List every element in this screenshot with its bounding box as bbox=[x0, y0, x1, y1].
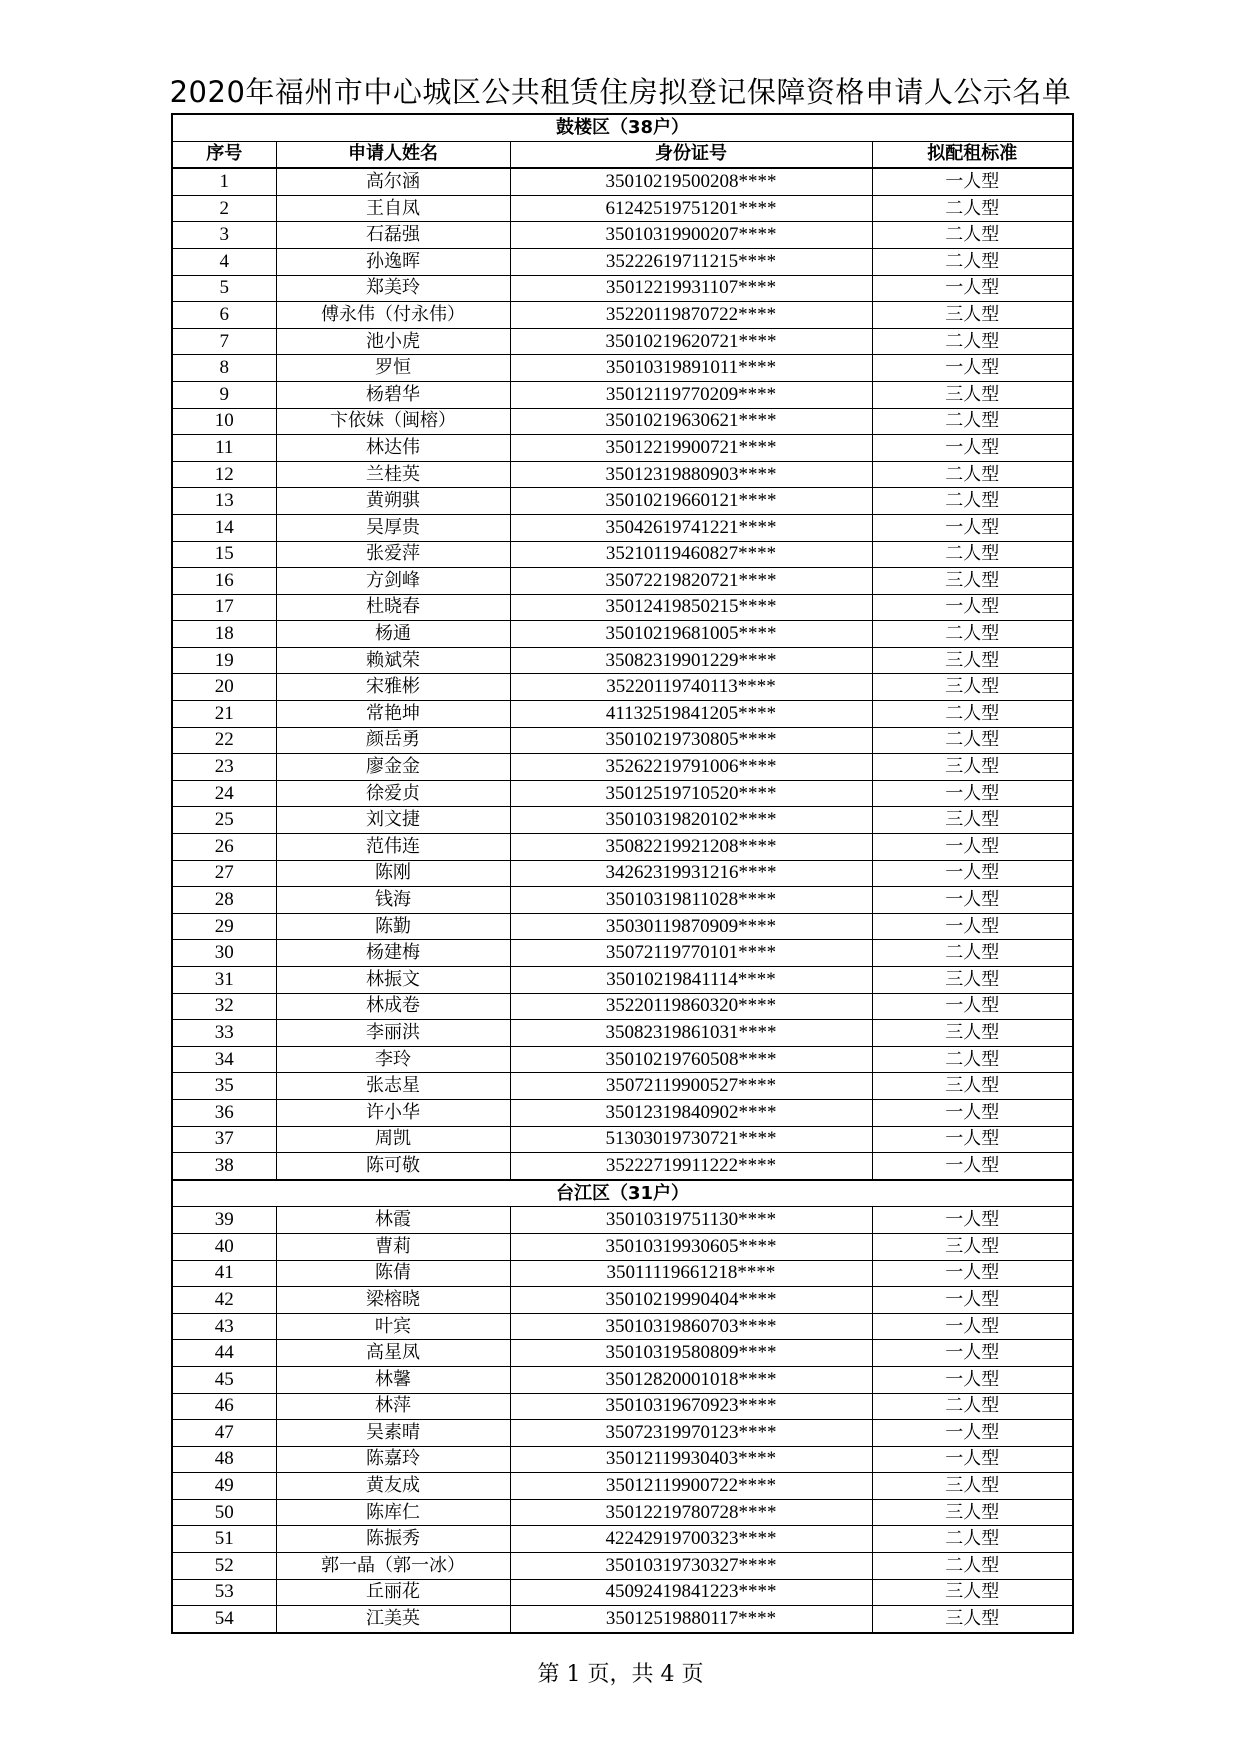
applicant-name: 许小华 bbox=[276, 1099, 510, 1126]
applicant-name: 李丽洪 bbox=[276, 1020, 510, 1047]
rent-standard: 二人型 bbox=[872, 195, 1073, 222]
id-number: 35012219780728**** bbox=[510, 1499, 872, 1526]
applicant-table bbox=[171, 113, 1074, 1634]
applicant-name: 傅永伟（付永伟） bbox=[276, 302, 510, 329]
rent-standard: 三人型 bbox=[872, 967, 1073, 994]
rent-standard: 三人型 bbox=[872, 1473, 1073, 1500]
rent-standard: 一人型 bbox=[872, 860, 1073, 887]
applicant-name: 杨建梅 bbox=[276, 940, 510, 967]
row-number: 24 bbox=[172, 780, 276, 807]
table-row bbox=[172, 222, 1073, 249]
row-number: 20 bbox=[172, 674, 276, 701]
id-number: 35082319861031**** bbox=[510, 1020, 872, 1047]
table-row bbox=[172, 594, 1073, 621]
applicant-name: 杜晓春 bbox=[276, 594, 510, 621]
rent-standard: 二人型 bbox=[872, 222, 1073, 249]
table-row bbox=[172, 913, 1073, 940]
table-row bbox=[172, 195, 1073, 222]
applicant-name: 杨通 bbox=[276, 621, 510, 648]
rent-standard: 一人型 bbox=[872, 1207, 1073, 1234]
row-number: 52 bbox=[172, 1553, 276, 1580]
row-number: 25 bbox=[172, 807, 276, 834]
table-row bbox=[172, 568, 1073, 595]
id-number: 35010319900207**** bbox=[510, 222, 872, 249]
table-row bbox=[172, 328, 1073, 355]
table-row bbox=[172, 701, 1073, 728]
rent-standard: 三人型 bbox=[872, 1579, 1073, 1606]
table-row bbox=[172, 1420, 1073, 1447]
row-number: 12 bbox=[172, 461, 276, 488]
row-number: 43 bbox=[172, 1313, 276, 1340]
rent-standard: 三人型 bbox=[872, 674, 1073, 701]
row-number: 22 bbox=[172, 727, 276, 754]
row-number: 30 bbox=[172, 940, 276, 967]
id-number: 35072319970123**** bbox=[510, 1420, 872, 1447]
rent-standard: 二人型 bbox=[872, 1526, 1073, 1553]
applicant-name: 赖斌荣 bbox=[276, 647, 510, 674]
column-header-rent-standard: 拟配租标准 bbox=[872, 141, 1073, 168]
id-number: 35010319891011**** bbox=[510, 355, 872, 382]
rent-standard: 一人型 bbox=[872, 1126, 1073, 1153]
applicant-name: 李玲 bbox=[276, 1046, 510, 1073]
row-number: 1 bbox=[172, 168, 276, 195]
applicant-name: 池小虎 bbox=[276, 328, 510, 355]
applicant-name: 高星凤 bbox=[276, 1340, 510, 1367]
row-number: 11 bbox=[172, 435, 276, 462]
applicant-name: 卞依妹（闽榕） bbox=[276, 408, 510, 435]
row-number: 7 bbox=[172, 328, 276, 355]
row-number: 15 bbox=[172, 541, 276, 568]
rent-standard: 二人型 bbox=[872, 940, 1073, 967]
page-title: 2020年福州市中心城区公共租赁住房拟登记保障资格申请人公示名单 bbox=[169, 75, 1072, 109]
id-number: 35042619741221**** bbox=[510, 514, 872, 541]
rent-standard: 一人型 bbox=[872, 1260, 1073, 1287]
rent-standard: 一人型 bbox=[872, 1420, 1073, 1447]
id-number: 35222719911222**** bbox=[510, 1153, 872, 1180]
row-number: 9 bbox=[172, 381, 276, 408]
id-number: 42242919700323**** bbox=[510, 1526, 872, 1553]
applicant-name: 林成卷 bbox=[276, 993, 510, 1020]
row-number: 19 bbox=[172, 647, 276, 674]
id-number: 35210119460827**** bbox=[510, 541, 872, 568]
rent-standard: 二人型 bbox=[872, 461, 1073, 488]
rent-standard: 二人型 bbox=[872, 248, 1073, 275]
rent-standard: 一人型 bbox=[872, 1099, 1073, 1126]
rent-standard: 三人型 bbox=[872, 754, 1073, 781]
rent-standard: 一人型 bbox=[872, 1366, 1073, 1393]
rent-standard: 二人型 bbox=[872, 701, 1073, 728]
rent-standard: 一人型 bbox=[872, 1446, 1073, 1473]
applicant-name: 林达伟 bbox=[276, 435, 510, 462]
applicant-name: 曹莉 bbox=[276, 1233, 510, 1260]
row-number: 36 bbox=[172, 1099, 276, 1126]
table-row bbox=[172, 302, 1073, 329]
id-number: 35010319930605**** bbox=[510, 1233, 872, 1260]
id-number: 45092419841223**** bbox=[510, 1579, 872, 1606]
id-number: 35012319880903**** bbox=[510, 461, 872, 488]
id-number: 35012519880117**** bbox=[510, 1606, 872, 1633]
applicant-name: 林馨 bbox=[276, 1366, 510, 1393]
rent-standard: 一人型 bbox=[872, 275, 1073, 302]
applicant-name: 黄友成 bbox=[276, 1473, 510, 1500]
row-number: 27 bbox=[172, 860, 276, 887]
id-number: 35010319860703**** bbox=[510, 1313, 872, 1340]
row-number: 35 bbox=[172, 1073, 276, 1100]
row-number: 46 bbox=[172, 1393, 276, 1420]
table-row bbox=[172, 1340, 1073, 1367]
applicant-name: 钱海 bbox=[276, 887, 510, 914]
table-row bbox=[172, 1207, 1073, 1234]
id-number: 35082219921208**** bbox=[510, 834, 872, 861]
id-number: 35072119770101**** bbox=[510, 940, 872, 967]
table-row bbox=[172, 1606, 1073, 1633]
rent-standard: 三人型 bbox=[872, 568, 1073, 595]
id-number: 35012820001018**** bbox=[510, 1366, 872, 1393]
table-row bbox=[172, 1126, 1073, 1153]
table-row bbox=[172, 1393, 1073, 1420]
row-number: 18 bbox=[172, 621, 276, 648]
section-label: 鼓楼区（38户） bbox=[172, 114, 1073, 141]
id-number: 35012219931107**** bbox=[510, 275, 872, 302]
table-row bbox=[172, 168, 1073, 195]
rent-standard: 二人型 bbox=[872, 1553, 1073, 1580]
id-number: 35012119930403**** bbox=[510, 1446, 872, 1473]
applicant-name: 梁榕晓 bbox=[276, 1287, 510, 1314]
rent-standard: 三人型 bbox=[872, 647, 1073, 674]
table-row bbox=[172, 727, 1073, 754]
rent-standard: 二人型 bbox=[872, 328, 1073, 355]
row-number: 28 bbox=[172, 887, 276, 914]
applicant-name: 方剑峰 bbox=[276, 568, 510, 595]
row-number: 51 bbox=[172, 1526, 276, 1553]
table-row bbox=[172, 621, 1073, 648]
table-row bbox=[172, 248, 1073, 275]
id-number: 35082319901229**** bbox=[510, 647, 872, 674]
row-number: 44 bbox=[172, 1340, 276, 1367]
id-number: 35010219681005**** bbox=[510, 621, 872, 648]
id-number: 35012119770209**** bbox=[510, 381, 872, 408]
table-row bbox=[172, 1446, 1073, 1473]
applicant-name: 兰桂英 bbox=[276, 461, 510, 488]
table-row bbox=[172, 275, 1073, 302]
rent-standard: 二人型 bbox=[872, 1393, 1073, 1420]
table-row bbox=[172, 1579, 1073, 1606]
id-number: 35010219630621**** bbox=[510, 408, 872, 435]
row-number: 37 bbox=[172, 1126, 276, 1153]
rent-standard: 一人型 bbox=[872, 1287, 1073, 1314]
table-row bbox=[172, 1313, 1073, 1340]
row-number: 53 bbox=[172, 1579, 276, 1606]
rent-standard: 一人型 bbox=[872, 435, 1073, 462]
table-row bbox=[172, 408, 1073, 435]
id-number: 35010219500208**** bbox=[510, 168, 872, 195]
applicant-name: 林振文 bbox=[276, 967, 510, 994]
id-number: 35222619711215**** bbox=[510, 248, 872, 275]
id-number: 35220119860320**** bbox=[510, 993, 872, 1020]
applicant-name: 陈振秀 bbox=[276, 1526, 510, 1553]
applicant-name: 黄朔骐 bbox=[276, 488, 510, 515]
table-row bbox=[172, 807, 1073, 834]
rent-standard: 三人型 bbox=[872, 1233, 1073, 1260]
applicant-name: 陈刚 bbox=[276, 860, 510, 887]
rent-standard: 一人型 bbox=[872, 993, 1073, 1020]
applicant-name: 陈倩 bbox=[276, 1260, 510, 1287]
id-number: 35010319811028**** bbox=[510, 887, 872, 914]
row-number: 32 bbox=[172, 993, 276, 1020]
id-number: 35012519710520**** bbox=[510, 780, 872, 807]
id-number: 35072119900527**** bbox=[510, 1073, 872, 1100]
applicant-name: 吴素晴 bbox=[276, 1420, 510, 1447]
id-number: 41132519841205**** bbox=[510, 701, 872, 728]
section-header bbox=[172, 114, 1073, 141]
row-number: 26 bbox=[172, 834, 276, 861]
id-number: 35012119900722**** bbox=[510, 1473, 872, 1500]
id-number: 35220119740113**** bbox=[510, 674, 872, 701]
rent-standard: 一人型 bbox=[872, 355, 1073, 382]
id-number: 35010219620721**** bbox=[510, 328, 872, 355]
table-row bbox=[172, 940, 1073, 967]
applicant-name: 常艳坤 bbox=[276, 701, 510, 728]
applicant-name: 徐爱贞 bbox=[276, 780, 510, 807]
id-number: 35010319670923**** bbox=[510, 1393, 872, 1420]
applicant-name: 吴厚贵 bbox=[276, 514, 510, 541]
row-number: 8 bbox=[172, 355, 276, 382]
table-row bbox=[172, 1099, 1073, 1126]
id-number: 35010219660121**** bbox=[510, 488, 872, 515]
section-header bbox=[172, 1180, 1073, 1207]
row-number: 50 bbox=[172, 1499, 276, 1526]
row-number: 5 bbox=[172, 275, 276, 302]
page-footer: 第 1 页，共 4 页 bbox=[537, 1662, 704, 1687]
table-row bbox=[172, 1153, 1073, 1180]
applicant-name: 颜岳勇 bbox=[276, 727, 510, 754]
id-number: 35012319840902**** bbox=[510, 1099, 872, 1126]
table-row bbox=[172, 1366, 1073, 1393]
table-row bbox=[172, 780, 1073, 807]
row-number: 6 bbox=[172, 302, 276, 329]
table-row bbox=[172, 1287, 1073, 1314]
row-number: 34 bbox=[172, 1046, 276, 1073]
row-number: 14 bbox=[172, 514, 276, 541]
row-number: 54 bbox=[172, 1606, 276, 1633]
table-row bbox=[172, 514, 1073, 541]
id-number: 35012219900721**** bbox=[510, 435, 872, 462]
row-number: 10 bbox=[172, 408, 276, 435]
rent-standard: 三人型 bbox=[872, 1020, 1073, 1047]
table-row bbox=[172, 1499, 1073, 1526]
table-row bbox=[172, 993, 1073, 1020]
column-header-row bbox=[172, 141, 1073, 168]
applicant-name: 张爱萍 bbox=[276, 541, 510, 568]
applicant-name: 刘文捷 bbox=[276, 807, 510, 834]
id-number: 35262219791006**** bbox=[510, 754, 872, 781]
rent-standard: 二人型 bbox=[872, 621, 1073, 648]
row-number: 13 bbox=[172, 488, 276, 515]
rent-standard: 一人型 bbox=[872, 594, 1073, 621]
row-number: 4 bbox=[172, 248, 276, 275]
table-row bbox=[172, 381, 1073, 408]
row-number: 48 bbox=[172, 1446, 276, 1473]
rent-standard: 一人型 bbox=[872, 1313, 1073, 1340]
table-row bbox=[172, 1526, 1073, 1553]
applicant-name: 张志星 bbox=[276, 1073, 510, 1100]
applicant-name: 高尔涵 bbox=[276, 168, 510, 195]
row-number: 31 bbox=[172, 967, 276, 994]
table-row bbox=[172, 1553, 1073, 1580]
applicant-name: 叶宾 bbox=[276, 1313, 510, 1340]
rent-standard: 二人型 bbox=[872, 488, 1073, 515]
id-number: 51303019730721**** bbox=[510, 1126, 872, 1153]
applicant-name: 丘丽花 bbox=[276, 1579, 510, 1606]
rent-standard: 一人型 bbox=[872, 514, 1073, 541]
applicant-name: 石磊强 bbox=[276, 222, 510, 249]
applicant-name: 罗恒 bbox=[276, 355, 510, 382]
table-row bbox=[172, 754, 1073, 781]
rent-standard: 三人型 bbox=[872, 807, 1073, 834]
applicant-name: 王自凤 bbox=[276, 195, 510, 222]
row-number: 45 bbox=[172, 1366, 276, 1393]
row-number: 2 bbox=[172, 195, 276, 222]
table-row bbox=[172, 1260, 1073, 1287]
id-number: 35010319751130**** bbox=[510, 1207, 872, 1234]
id-number: 35010219841114**** bbox=[510, 967, 872, 994]
rent-standard: 二人型 bbox=[872, 1046, 1073, 1073]
id-number: 35220119870722**** bbox=[510, 302, 872, 329]
applicant-name: 陈库仁 bbox=[276, 1499, 510, 1526]
table-row bbox=[172, 435, 1073, 462]
row-number: 33 bbox=[172, 1020, 276, 1047]
id-number: 35010219990404**** bbox=[510, 1287, 872, 1314]
row-number: 39 bbox=[172, 1207, 276, 1234]
applicant-name: 孙逸晖 bbox=[276, 248, 510, 275]
section-label: 台江区（31户） bbox=[172, 1180, 1073, 1207]
applicant-name: 郭一晶（郭一冰） bbox=[276, 1553, 510, 1580]
table-row bbox=[172, 1046, 1073, 1073]
rent-standard: 三人型 bbox=[872, 302, 1073, 329]
row-number: 40 bbox=[172, 1233, 276, 1260]
table-row bbox=[172, 461, 1073, 488]
row-number: 16 bbox=[172, 568, 276, 595]
applicant-name: 周凯 bbox=[276, 1126, 510, 1153]
id-number: 35010319580809**** bbox=[510, 1340, 872, 1367]
table-row bbox=[172, 887, 1073, 914]
rent-standard: 一人型 bbox=[872, 913, 1073, 940]
row-number: 17 bbox=[172, 594, 276, 621]
applicant-name: 范伟连 bbox=[276, 834, 510, 861]
id-number: 35010319730327**** bbox=[510, 1553, 872, 1580]
table-row bbox=[172, 967, 1073, 994]
id-number: 35010319820102**** bbox=[510, 807, 872, 834]
rent-standard: 一人型 bbox=[872, 834, 1073, 861]
applicant-name: 郑美玲 bbox=[276, 275, 510, 302]
id-number: 35072219820721**** bbox=[510, 568, 872, 595]
id-number: 61242519751201**** bbox=[510, 195, 872, 222]
rent-standard: 三人型 bbox=[872, 381, 1073, 408]
row-number: 41 bbox=[172, 1260, 276, 1287]
row-number: 3 bbox=[172, 222, 276, 249]
table-row bbox=[172, 1020, 1073, 1047]
column-header-id-number: 身份证号 bbox=[510, 141, 872, 168]
table-row bbox=[172, 541, 1073, 568]
id-number: 35010219760508**** bbox=[510, 1046, 872, 1073]
rent-standard: 三人型 bbox=[872, 1499, 1073, 1526]
table-row bbox=[172, 674, 1073, 701]
applicant-name: 廖金金 bbox=[276, 754, 510, 781]
table-row bbox=[172, 647, 1073, 674]
rent-standard: 一人型 bbox=[872, 887, 1073, 914]
rent-standard: 一人型 bbox=[872, 1340, 1073, 1367]
column-header-row-number: 序号 bbox=[172, 141, 276, 168]
row-number: 29 bbox=[172, 913, 276, 940]
applicant-name: 林霞 bbox=[276, 1207, 510, 1234]
rent-standard: 二人型 bbox=[872, 408, 1073, 435]
table-row bbox=[172, 834, 1073, 861]
id-number: 35011119661218**** bbox=[510, 1260, 872, 1287]
applicant-name: 江美英 bbox=[276, 1606, 510, 1633]
row-number: 38 bbox=[172, 1153, 276, 1180]
row-number: 21 bbox=[172, 701, 276, 728]
id-number: 35012419850215**** bbox=[510, 594, 872, 621]
rent-standard: 二人型 bbox=[872, 727, 1073, 754]
column-header-applicant-name: 申请人姓名 bbox=[276, 141, 510, 168]
row-number: 47 bbox=[172, 1420, 276, 1447]
rent-standard: 一人型 bbox=[872, 1153, 1073, 1180]
table-row bbox=[172, 488, 1073, 515]
id-number: 34262319931216**** bbox=[510, 860, 872, 887]
applicant-name: 林萍 bbox=[276, 1393, 510, 1420]
rent-standard: 三人型 bbox=[872, 1073, 1073, 1100]
applicant-name: 陈嘉玲 bbox=[276, 1446, 510, 1473]
table-row bbox=[172, 1073, 1073, 1100]
rent-standard: 二人型 bbox=[872, 541, 1073, 568]
applicant-name: 陈勤 bbox=[276, 913, 510, 940]
row-number: 23 bbox=[172, 754, 276, 781]
table-row bbox=[172, 1473, 1073, 1500]
applicant-name: 杨碧华 bbox=[276, 381, 510, 408]
row-number: 42 bbox=[172, 1287, 276, 1314]
table-row bbox=[172, 1233, 1073, 1260]
applicant-name: 陈可敬 bbox=[276, 1153, 510, 1180]
id-number: 35010219730805**** bbox=[510, 727, 872, 754]
table-row bbox=[172, 860, 1073, 887]
applicant-name: 宋雅彬 bbox=[276, 674, 510, 701]
row-number: 49 bbox=[172, 1473, 276, 1500]
rent-standard: 三人型 bbox=[872, 1606, 1073, 1633]
rent-standard: 一人型 bbox=[872, 168, 1073, 195]
id-number: 35030119870909**** bbox=[510, 913, 872, 940]
rent-standard: 一人型 bbox=[872, 780, 1073, 807]
table-row bbox=[172, 355, 1073, 382]
